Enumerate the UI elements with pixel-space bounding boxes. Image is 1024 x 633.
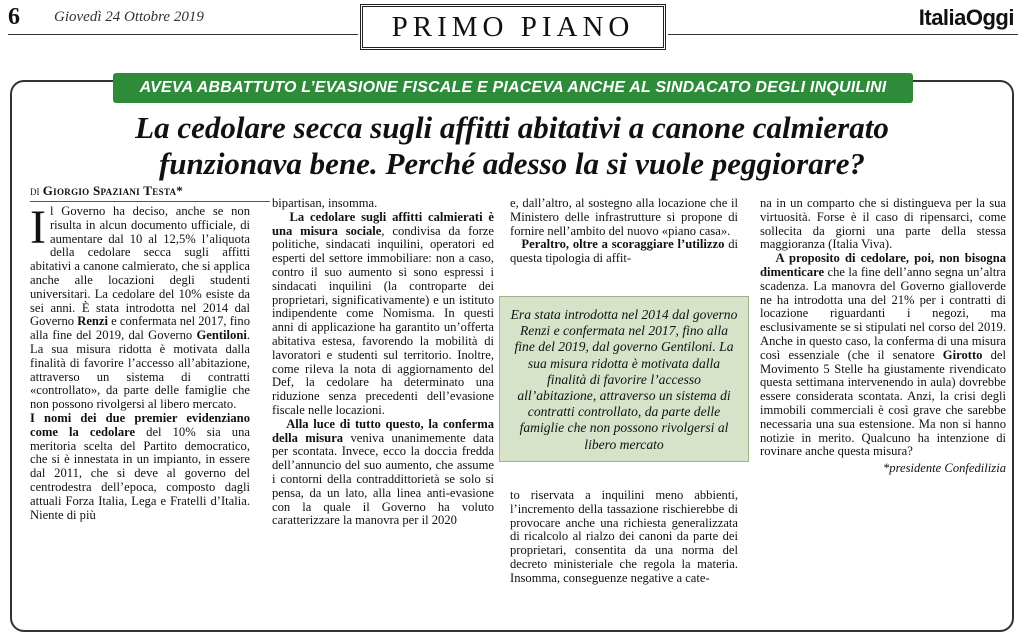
- byline-block: [30, 183, 270, 209]
- article-column-4: [760, 197, 1006, 476]
- paragraph-lead: Peraltro, oltre a scoraggiare l’utilizzo: [521, 237, 725, 252]
- text-run: del 10% sia una meritoria scelta del Partito democratico, che si è innestata in un impianto, in essere dal 2011, che si deve al governo del centrodestra dell’epoca, composto dagli attuali Forza Italia, Lega e Fratelli d’Italia. Niente di più: [30, 424, 250, 522]
- text-run: di questa tipologia di affit-: [510, 237, 738, 266]
- author-signature: *presidente Confedilizia: [882, 461, 1006, 476]
- paragraph: na in un comparto che si distingueva per la sua virtuosità. Forse è il caso di ripensarci, come sollecita da giorni una parte della stessa maggioranza (Italia Viva).: [760, 196, 1006, 252]
- masthead-logo: ItaliaOggi: [918, 5, 1014, 30]
- section-title: PRIMO PIANO: [360, 4, 666, 50]
- header-rule-right: [668, 34, 1018, 35]
- headline-line-2: funzionava bene. Perché adesso la si vuole peggiorare?: [158, 146, 866, 181]
- paragraph: e, dall’altro, al sostegno alla locazione che il Ministero delle infrastrutture si propone di fornire nell’ambito del nuovo «piano casa».: [510, 196, 738, 238]
- paragraph: [272, 418, 494, 528]
- text-run: veniva unanimemente data per scontata. Invece, ecco la doccia fredda dell’annuncio del suo aumento, che assume i contorni della contraddittorietà se solo si pensa, da un lato, alla linea anti-evasione con la quale il Governo ha voluto caratterizzare la manovra per il 2020: [272, 430, 494, 528]
- paragraph-lead: A proposito di cedolare, poi, non bisogna dimenticare: [760, 251, 1006, 279]
- article-column-2: [272, 197, 494, 528]
- paragraph: bipartisan, insomma.: [272, 196, 378, 210]
- headline-line-1: La cedolare secca sugli affitti abitativi a canone calmierato: [135, 110, 889, 145]
- header-rule-left: [8, 34, 358, 35]
- byline: [30, 183, 270, 202]
- article-column-1: [30, 201, 251, 522]
- page-number: 6: [8, 4, 20, 30]
- article-kicker: AVEVA ABBATTUTO L’EVASIONE FISCALE E PIACEVA ANCHE AL SINDACATO DEGLI INQUILINI: [113, 73, 913, 103]
- text-run: , condivisa da forze politiche, sindacati inquilini, operatori ed esperti del settore immobiliare: non a caso, contro il suo aumento si sono espressi i sindacati inquilini (la controparte dei proprietari, significativamente) e un istituto indipendente come Nomisma. In questi anni di applicazione ha garantito un’offerta abitativa estesa, favorendo la mobilità di lavoratori e studenti sul territorio. Inoltre, come rileva la nota di aggiornamento del Def, la cedolare ha determinato una riduzione senza precedenti dell’evasione fiscale nelle locazioni.: [272, 223, 494, 417]
- text-run: l Governo ha deciso, anche se non risulta in alcun documento ufficiale, di aumentare dal 10 al 12,5% l’aliquota della cedolare secca sugli affitti abitativi a canone calmierato, che si applica anche alle locazioni degli studenti universitari. La cedolare del 10% esiste da sei anni. È stata introdotta nel 2014 dal Governo: [30, 204, 250, 329]
- article-headline: [30, 110, 994, 182]
- paragraph: [510, 238, 738, 266]
- pull-quote: Era stata introdotta nel 2014 dal governo Renzi e confermata nel 2017, fino alla fine del 2019, dal governo Gentiloni. La sua misura ridotta è motivata dalla finalità di favorire l’accesso all’abitazione, attraverso un sistema di contratti controllato, da parte delle famiglie che non possono rivolgersi al libero mercato: [499, 296, 749, 462]
- paragraph: [30, 201, 251, 412]
- paragraph-lead: Alla luce di tutto questo, la conferma della misura: [272, 416, 494, 445]
- byline-prefix: di: [30, 183, 40, 198]
- text-run: che la fine dell’anno segna un’altra scadenza. La manovra del Governo gialloverde ne ha introdotta una del 21% per i contratti di locazione riguardanti i negozi, ma esclusivamente se si stipulati nel corso del 2019. Anche in questo caso, la conferma di una misura così essenziale (che il senatore: [760, 264, 1006, 362]
- paragraph: [272, 211, 494, 418]
- byline-author: Giorgio Spaziani Testa*: [42, 183, 184, 198]
- name-highlight: Girotto: [942, 347, 983, 362]
- article-column-3-bottom: [510, 489, 738, 586]
- text-run: e confermata nel 2017, fino alla fine del 2019, dal Governo: [30, 314, 250, 343]
- paragraph-lead: La cedolare sugli affitti calmierati è una misura sociale: [272, 209, 494, 238]
- page-date: Giovedì 24 Ottobre 2019: [54, 9, 204, 25]
- paragraph: [30, 412, 250, 522]
- paragraph-lead: I nomi dei due premier evidenziano come la cedolare: [30, 410, 250, 439]
- name-highlight: Gentiloni: [196, 328, 247, 343]
- drop-cap: I: [30, 201, 46, 254]
- paragraph: [760, 252, 1006, 459]
- paragraph: to riservata a inquilini meno abbienti, l’incremento della tassazione rischierebbe di provocare anche una richiesta generalizzata di ricalcolo al rialzo dei canoni da parte dei proprietari, consentita da una norma del decreto ministeriale che regola la materia. Insomma, conseguenze negative a cate-: [510, 488, 738, 585]
- name-highlight: Renzi: [77, 314, 109, 329]
- text-run: del Movimento 5 Stelle ha giustamente rivendicato questa settimana intervenendo in aula) dovrebbe essere considerata scontata. Anzi, la crisi degli immobili commerciali è così grave che sarebbe necessaria una sua estensione. Ma non si hanno notizie in merito. Qualcuno ha intenzione di rovinare anche questa misura?: [760, 347, 1006, 459]
- text-run: . La sua misura ridotta è motivata dalla finalità di favorire l’accesso all’abitazione, attraverso un sistema di contratti «controllato», da parte delle famiglie che non possono rivolgersi al libero mercato.: [30, 328, 251, 412]
- article-column-3-top: [510, 197, 738, 266]
